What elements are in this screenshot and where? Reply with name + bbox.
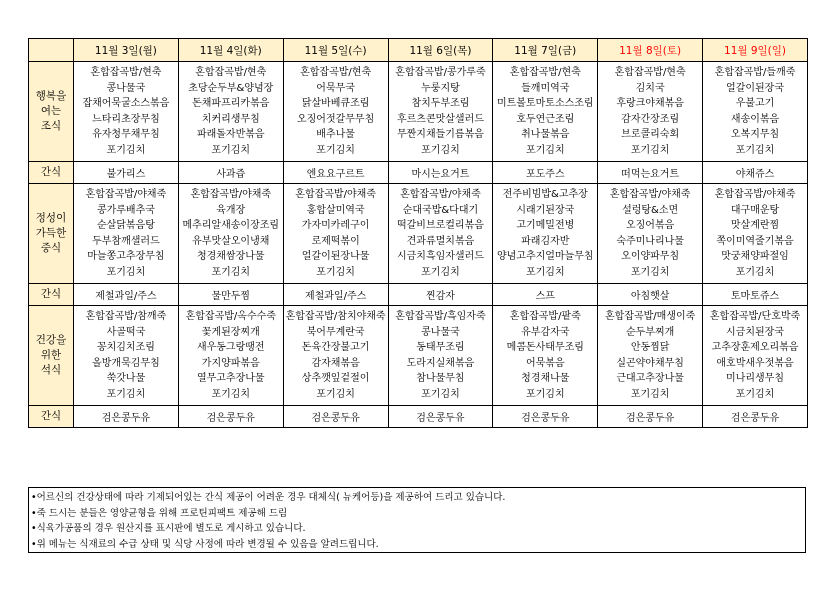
- menu-item: 감자간장조림: [621, 113, 680, 125]
- note-line: •어르신의 건강상태에 따라 기제되어있는 간식 제공이 어려운 경우 대체식( 뉴케어등)을 제공하여 드리고 있습니다.: [31, 492, 506, 503]
- row-label-line: 여는: [40, 105, 62, 117]
- menu-item: 올방개묵김무침: [92, 357, 160, 369]
- menu-item: 맛궁채양파절임: [721, 251, 789, 262]
- row-label-line: 간식: [40, 166, 62, 178]
- menu-item: 포도주스: [525, 169, 565, 180]
- menu-item: 혼합잡곡밥/현축: [614, 67, 686, 78]
- menu-item: 느타리초장무침: [92, 113, 160, 125]
- row-label-line: 위한: [40, 349, 62, 361]
- snack-cell: [178, 406, 283, 428]
- snack-cell: [598, 406, 703, 428]
- menu-item: 포기김치: [525, 266, 565, 278]
- menu-item: 닭살바베큐조림: [301, 98, 370, 109]
- meal-row: [29, 184, 808, 284]
- meal-cell: [74, 306, 179, 406]
- menu-item: 사골떡국: [106, 326, 146, 338]
- menu-item: 북어무계란국: [306, 326, 365, 338]
- date-header-row: [29, 39, 808, 62]
- menu-item: 전주비빔밥&고추장: [502, 189, 588, 200]
- menu-item: 검은콩두유: [206, 413, 255, 424]
- menu-item: 배추나물: [316, 129, 355, 140]
- header-corner: [29, 39, 74, 62]
- menu-item: 미트볼토마토소스조림: [496, 98, 594, 109]
- meal-cell: [178, 184, 283, 284]
- row-label-line: 중식: [40, 242, 62, 254]
- menu-item: 참나물무침: [416, 373, 465, 384]
- menu-item: 검은콩두유: [521, 413, 570, 424]
- menu-item: 열무고추장나물: [196, 373, 265, 384]
- snack-cell: [388, 162, 493, 184]
- row-label: [29, 306, 74, 406]
- meal-cell: [74, 184, 179, 284]
- menu-item: 무짠지채들기름볶음: [396, 129, 484, 140]
- snack-cell: [74, 162, 179, 184]
- menu-item: 잡채어묵굴소스볶음: [82, 98, 170, 109]
- menu-item: 혼합잡곡밥/야채죽: [400, 189, 481, 200]
- menu-item: 검은콩두유: [101, 413, 151, 424]
- menu-item: 메추리알새송이장조림: [182, 220, 280, 231]
- menu-item: 새송이볶음: [730, 113, 780, 125]
- menu-item: 브로콜리숙회: [621, 129, 680, 140]
- menu-item: 상추깻잎겉절이: [301, 373, 370, 384]
- meal-cell: [388, 62, 493, 162]
- menu-item: 어묵볶음: [525, 357, 565, 369]
- meal-cell: [178, 306, 283, 406]
- menu-item: 물만두찜: [211, 291, 251, 302]
- menu-item: 가지양파볶음: [201, 357, 260, 369]
- menu-item: 시금치흑임자샐러드: [396, 251, 484, 262]
- snack-cell: [283, 284, 388, 306]
- meal-cell: [703, 306, 808, 406]
- snack-cell: [703, 284, 808, 306]
- note-line: •식육가공품의 경우 원산지를 표시판에 별도로 게시하고 있습니다.: [31, 523, 306, 534]
- menu-item: 오징어젓갈무무침: [296, 113, 375, 125]
- menu-body: [29, 62, 808, 428]
- menu-item: 유부맛살오이냉채: [192, 235, 270, 247]
- row-label-line: 건강을: [35, 334, 67, 346]
- menu-item: 혼합잡곡밥/현축: [195, 67, 267, 78]
- row-label-line: 정성이: [35, 212, 67, 224]
- row-label-line: 조식: [40, 120, 62, 132]
- menu-item: 새우동그랑땡전: [196, 342, 265, 353]
- snack-cell: [388, 406, 493, 428]
- menu-item: 취나물볶음: [521, 129, 570, 140]
- menu-item: 오복지무침: [730, 129, 780, 140]
- snack-cell: [74, 406, 179, 428]
- menu-item: 콩가루배추국: [96, 204, 155, 216]
- menu-item: 실곤약야채무침: [616, 357, 684, 369]
- menu-item: 혼합잡곡밥/야채죽: [609, 189, 691, 200]
- snack-cell: [703, 162, 808, 184]
- menu-item: 혼합잡곡밥/야채죽: [190, 189, 272, 200]
- menu-item: 찐감자: [425, 291, 455, 302]
- menu-item: 검은콩두유: [311, 413, 360, 424]
- menu-item: 안동찜닭: [630, 342, 670, 353]
- menu-item: 파래김자반: [521, 235, 570, 247]
- meal-cell: [388, 184, 493, 284]
- menu-item: 혼합잡곡밥/야채죽: [714, 189, 796, 200]
- menu-item: 혼합잡곡밥/야채죽: [295, 189, 376, 200]
- menu-item: 돈육간장불고기: [301, 342, 370, 353]
- menu-item: 누룽지탕: [421, 82, 460, 94]
- menu-item: 혼합잡곡밥/매생이죽: [604, 311, 696, 322]
- menu-item: 꽁치김치조림: [96, 342, 155, 353]
- menu-item: 순살닭볶음탕: [96, 220, 155, 231]
- meal-cell: [493, 184, 598, 284]
- menu-item: 포기김치: [106, 266, 146, 278]
- menu-item: 포기김치: [421, 144, 460, 156]
- meal-cell: [703, 184, 808, 284]
- menu-item: 포기김치: [525, 144, 565, 156]
- snack-cell: [178, 162, 283, 184]
- row-label-line: 간식: [40, 410, 62, 422]
- menu-item: 스프: [535, 291, 555, 302]
- menu-item: 포기김치: [106, 388, 146, 400]
- menu-item: 마시는요거트: [411, 169, 470, 180]
- menu-item: 동태무조림: [416, 342, 465, 353]
- menu-item: 혼합잡곡밥/현축: [90, 67, 162, 78]
- menu-item: 포기김치: [735, 266, 775, 278]
- menu-item: 도라지실채볶음: [406, 357, 475, 369]
- menu-item: 불가리스: [106, 169, 146, 180]
- menu-item: 떡갈비브로컬리볶음: [396, 220, 484, 231]
- row-label: [29, 184, 74, 284]
- menu-item: 얼갈이된장국: [726, 82, 785, 94]
- menu-item: 시금치된장국: [726, 326, 785, 338]
- menu-item: 혼합잡곡밥/참깨죽: [85, 311, 167, 322]
- menu-item: 유자청무채무침: [92, 129, 160, 140]
- snack-row: [29, 284, 808, 306]
- snack-cell: [283, 162, 388, 184]
- row-label: [29, 406, 74, 428]
- meal-cell: [283, 62, 388, 162]
- notes-box: [28, 487, 806, 553]
- snack-cell: [74, 284, 179, 306]
- menu-item: 가자미카레구이: [301, 220, 370, 231]
- menu-item: 대구매운탕: [730, 204, 780, 216]
- menu-item: 포기김치: [735, 388, 775, 400]
- menu-item: 얼갈이된장나물: [301, 251, 370, 262]
- snack-cell: [493, 284, 598, 306]
- menu-item: 검은콩두유: [416, 413, 465, 424]
- date-header-2: 11월 4일(화): [178, 39, 283, 62]
- menu-item: 참치두부조림: [411, 98, 470, 109]
- menu-item: 엔요요구르트: [306, 169, 365, 180]
- menu-item: 견과류멸치볶음: [406, 235, 475, 247]
- menu-item: 오이양파무침: [621, 251, 680, 262]
- date-header-3: 11월 5일(수): [283, 39, 388, 62]
- row-label-line: 가득한: [35, 227, 67, 239]
- menu-item: 로제떡볶이: [311, 235, 360, 247]
- menu-item: 혼합잡곡밥/현축: [509, 67, 581, 78]
- note-line: •위 메뉴는 식재료의 수급 상태 및 식당 사정에 따라 변경될 수 있음을 알려드립니다.: [31, 538, 379, 550]
- row-label: [29, 62, 74, 162]
- meal-cell: [598, 184, 703, 284]
- meal-cell: [74, 62, 179, 162]
- meal-cell: [388, 306, 493, 406]
- menu-item: 혼합잡곡밥/야채죽: [85, 189, 167, 200]
- snack-cell: [178, 284, 283, 306]
- menu-item: 혼합잡곡밥/참치야채죽: [285, 311, 386, 322]
- menu-item: 우불고기: [735, 98, 775, 109]
- menu-item: 포기김치: [525, 388, 565, 400]
- menu-item: 포기김치: [316, 388, 355, 400]
- menu-item: 포기김치: [211, 388, 251, 400]
- menu-item: 혼합잡곡밥/들깨죽: [714, 67, 796, 78]
- menu-item: 혼합잡곡밥/현축: [300, 67, 372, 78]
- menu-item: 콩나물국: [421, 326, 460, 338]
- row-label: [29, 162, 74, 184]
- menu-item: 파래돌자반볶음: [196, 129, 265, 140]
- menu-item: 사과즙: [216, 169, 246, 180]
- menu-item: 검은콩두유: [730, 413, 780, 424]
- menu-item: 포기김치: [630, 144, 670, 156]
- snack-cell: [493, 406, 598, 428]
- snack-cell: [493, 162, 598, 184]
- row-label-line: 행복을: [35, 90, 67, 102]
- menu-item: 토마토쥬스: [730, 291, 780, 302]
- menu-item: 숙주미나리나물: [616, 235, 684, 247]
- menu-item: 메콤돈사태무조림: [506, 342, 584, 353]
- snack-cell: [388, 284, 493, 306]
- menu-item: 설렁탕&소면: [622, 204, 679, 216]
- snack-cell: [283, 406, 388, 428]
- date-header-4: 11월 6일(목): [388, 39, 493, 62]
- menu-item: 떠먹는요거트: [621, 169, 680, 180]
- menu-item: 제철과일/주스: [304, 291, 367, 302]
- menu-item: 포기김치: [211, 266, 251, 278]
- menu-item: 김치국: [635, 82, 665, 94]
- weekly-menu-table: [28, 38, 808, 428]
- menu-item: 애호박새우젓볶음: [716, 357, 794, 369]
- row-label-line: 간식: [40, 288, 62, 300]
- menu-item: 쑥갓나물: [106, 373, 146, 384]
- menu-item: 포기김치: [630, 388, 670, 400]
- meal-row: [29, 62, 808, 162]
- menu-item: 순대국밥&다대기: [402, 204, 479, 216]
- menu-item: 포기김치: [735, 144, 775, 156]
- date-header-1: 11월 3일(월): [74, 39, 179, 62]
- menu-item: 고추장훈제오리볶음: [711, 342, 799, 353]
- note-line: •죽 드시는 분들은 영양균형을 위해 프로틴피팩트 제공해 드림: [31, 507, 288, 519]
- menu-item: 들깨미역국: [521, 82, 570, 94]
- menu-item: 시래기된장국: [516, 204, 575, 216]
- menu-item: 초당순두부&양념장: [188, 82, 274, 94]
- menu-item: 제철과일/주스: [95, 291, 157, 302]
- menu-item: 청경채쌈장나물: [196, 251, 265, 262]
- menu-item: 포기김치: [421, 266, 460, 278]
- meal-cell: [283, 184, 388, 284]
- snack-cell: [703, 406, 808, 428]
- menu-item: 포기김치: [106, 144, 146, 156]
- menu-item: 꽃게된장찌개: [201, 326, 260, 338]
- menu-item: 마늘쫑고추장무침: [87, 251, 165, 262]
- menu-item: 포기김치: [421, 388, 460, 400]
- menu-item: 청경채나물: [521, 373, 570, 384]
- meal-row: [29, 306, 808, 406]
- menu-item: 호두연근조림: [516, 113, 575, 125]
- meal-cell: [493, 306, 598, 406]
- meal-cell: [598, 306, 703, 406]
- menu-item: 오징어볶음: [625, 220, 675, 231]
- menu-item: 미나리생무침: [726, 373, 785, 384]
- menu-item: 고기메밀전병: [516, 220, 575, 231]
- row-label-line: 석식: [40, 364, 62, 376]
- meal-cell: [703, 62, 808, 162]
- menu-item: 돈채파프리카볶음: [192, 98, 270, 109]
- menu-item: 홍합살미역국: [306, 204, 365, 216]
- menu-item: 혼합잡곡밥/팥죽: [509, 311, 581, 322]
- snack-cell: [598, 284, 703, 306]
- menu-item: 포기김치: [211, 144, 251, 156]
- meal-cell: [178, 62, 283, 162]
- menu-item: 검은콩두유: [625, 413, 675, 424]
- date-header-5: 11월 7일(금): [493, 39, 598, 62]
- snack-cell: [598, 162, 703, 184]
- meal-cell: [283, 306, 388, 406]
- menu-item: 혼합잡곡밥/콩가루죽: [395, 67, 486, 78]
- menu-item: 근대고추장나물: [616, 373, 684, 384]
- meal-cell: [598, 62, 703, 162]
- menu-item: 포기김치: [630, 266, 670, 278]
- menu-item: 유부감자국: [521, 326, 570, 338]
- menu-item: 순두부찌개: [625, 326, 675, 338]
- menu-item: 혼합잡곡밥/옥수수죽: [185, 311, 276, 322]
- menu-item: 양념고추지얼마늘무침: [496, 251, 594, 262]
- menu-item: 두부참깨샐러드: [92, 235, 160, 247]
- menu-item: 쪽이미역줄기볶음: [716, 235, 794, 247]
- menu-item: 포기김치: [316, 144, 355, 156]
- meal-cell: [493, 62, 598, 162]
- row-label: [29, 284, 74, 306]
- date-header-6: 11월 8일(토): [598, 39, 703, 62]
- menu-item: 어묵무국: [316, 82, 355, 94]
- snack-row: [29, 406, 808, 428]
- menu-item: 육개장: [216, 204, 246, 216]
- snack-row: [29, 162, 808, 184]
- menu-item: 콩나물국: [106, 82, 146, 94]
- menu-item: 치커리생무침: [201, 113, 260, 125]
- date-header-7: 11월 9일(일): [703, 39, 808, 62]
- menu-item: 후랑크야채볶음: [616, 98, 684, 109]
- menu-item: 혼합잡곡밥/단호박죽: [709, 311, 801, 322]
- menu-item: 감자채볶음: [311, 357, 360, 369]
- menu-item: 야채쥬스: [735, 169, 775, 180]
- menu-item: 맛살계란찜: [730, 220, 780, 231]
- menu-item: 혼합잡곡밥/흑임자죽: [395, 311, 486, 322]
- menu-item: 후르츠콘맛살샐러드: [396, 113, 484, 125]
- menu-item: 아침햇살: [630, 291, 670, 302]
- menu-item: 포기김치: [316, 266, 355, 278]
